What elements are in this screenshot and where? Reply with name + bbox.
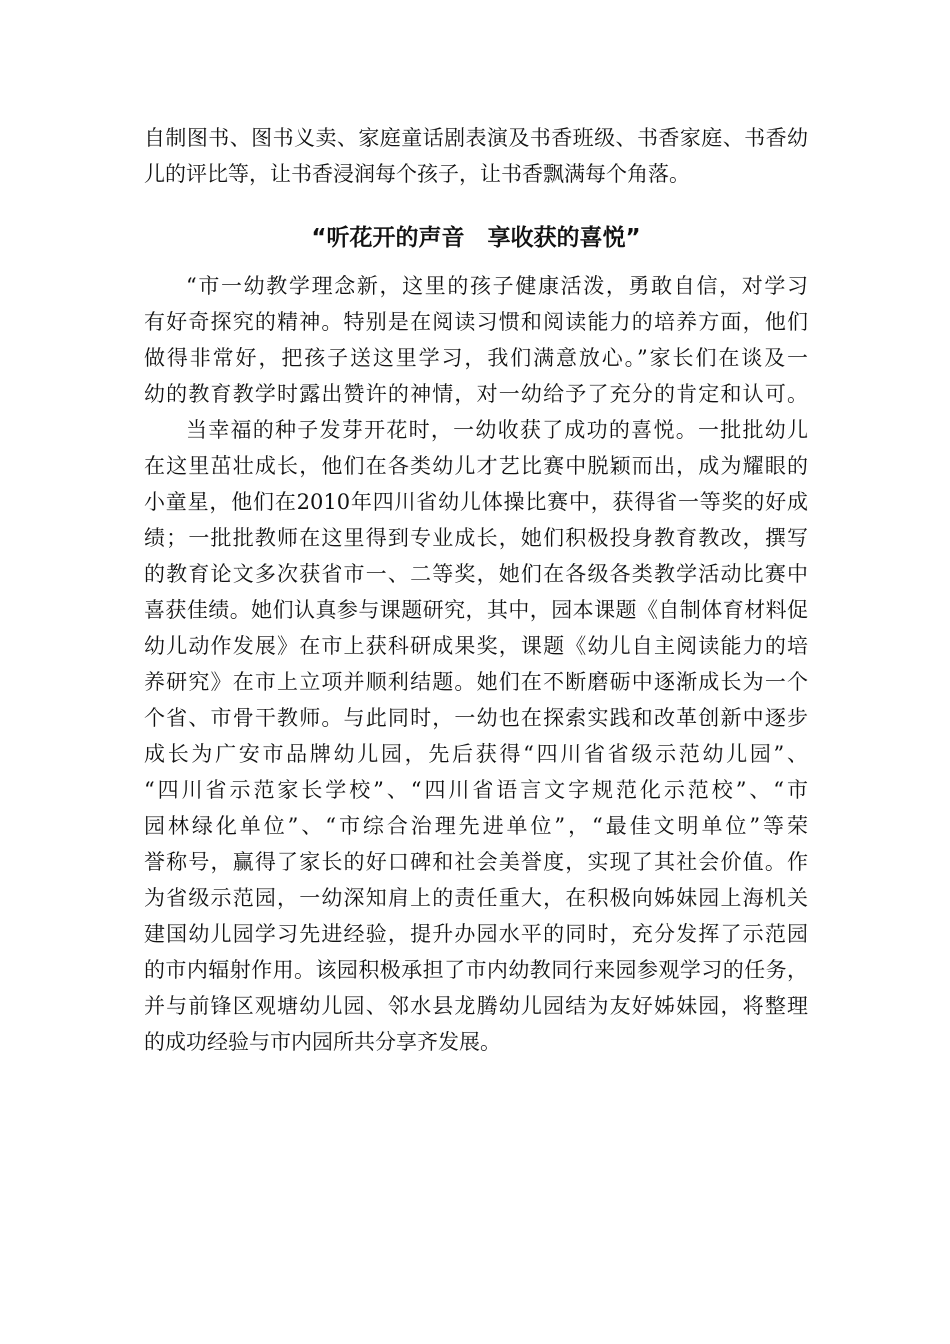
text-line: 幼的教育教学时露出赞许的神情，对一幼给予了充分的肯定和认可。 <box>144 382 808 406</box>
text-line: 的市内辐射作用。该园积极承担了市内幼教同行来园参观学习的任务， <box>144 958 808 982</box>
paragraph-achievements <box>144 412 808 1060</box>
text-line: 做得非常好，把孩子送这里学习，我们满意放心。”家长们在谈及一 <box>144 346 808 370</box>
text-line: 的成功经验与市内园所共分享齐发展。 <box>144 1030 501 1054</box>
text-line: 自制图书、图书义卖、家庭童话剧表演及书香班级、书香家庭、书香幼 <box>144 126 808 150</box>
text-line: 的教育论文多次获省市一、二等奖，她们在各级各类教学活动比赛中 <box>144 562 808 586</box>
text-line: 誉称号，赢得了家长的好口碑和社会美誉度，实现了其社会价值。作 <box>144 850 808 874</box>
text-line: 在这里茁壮成长，他们在各类幼儿才艺比赛中脱颖而出，成为耀眼的 <box>144 454 808 478</box>
text-line: 绩；一批批教师在这里得到专业成长，她们积极投身教育教改，撰写 <box>144 526 808 550</box>
text-line: “四川省示范家长学校”、“四川省语言文字规范化示范校”、“市 <box>144 778 808 802</box>
text-line: 当幸福的种子发芽开花时，一幼收获了成功的喜悦。一批批幼儿 <box>186 418 808 442</box>
text-line: 幼儿动作发展》在市上获科研成果奖，课题《幼儿自主阅读能力的培 <box>144 634 808 658</box>
text-line: 个省、市骨干教师。与此同时，一幼也在探索实践和改革创新中逐步 <box>144 706 808 730</box>
text-line: 儿的评比等，让书香浸润每个孩子，让书香飘满每个角落。 <box>144 162 690 186</box>
text-line: 喜获佳绩。她们认真参与课题研究，其中，园本课题《自制体育材料促 <box>144 598 808 622</box>
text-line: 为省级示范园，一幼深知肩上的责任重大，在积极向姊妹园上海机关 <box>144 886 808 910</box>
text-line: 养研究》在市上立项并顺利结题。她们在不断磨砺中逐渐成长为一个 <box>144 670 808 694</box>
text-line: 并与前锋区观塘幼儿园、邻水县龙腾幼儿园结为友好姊妹园，将整理 <box>144 994 808 1018</box>
text-line: 成长为广安市品牌幼儿园，先后获得“四川省省级示范幼儿园”、 <box>144 742 808 766</box>
text-line: 有好奇探究的精神。特别是在阅读习惯和阅读能力的培养方面，他们 <box>144 310 808 334</box>
text-line: “市一幼教学理念新，这里的孩子健康活泼，勇敢自信，对学习 <box>186 274 808 298</box>
section-title: “听花开的声音 享收获的喜悦” <box>311 225 641 251</box>
paragraph-parent-feedback <box>144 268 808 412</box>
document-page <box>144 120 808 1060</box>
text-line: 园林绿化单位”、“市综合治理先进单位”，“最佳文明单位”等荣 <box>144 814 808 838</box>
intro-paragraph <box>144 120 808 192</box>
text-line: 小童星，他们在2010年四川省幼儿体操比赛中，获得省一等奖的好成 <box>144 490 808 514</box>
text-line: 建国幼儿园学习先进经验，提升办园水平的同时，充分发挥了示范园 <box>144 922 808 946</box>
